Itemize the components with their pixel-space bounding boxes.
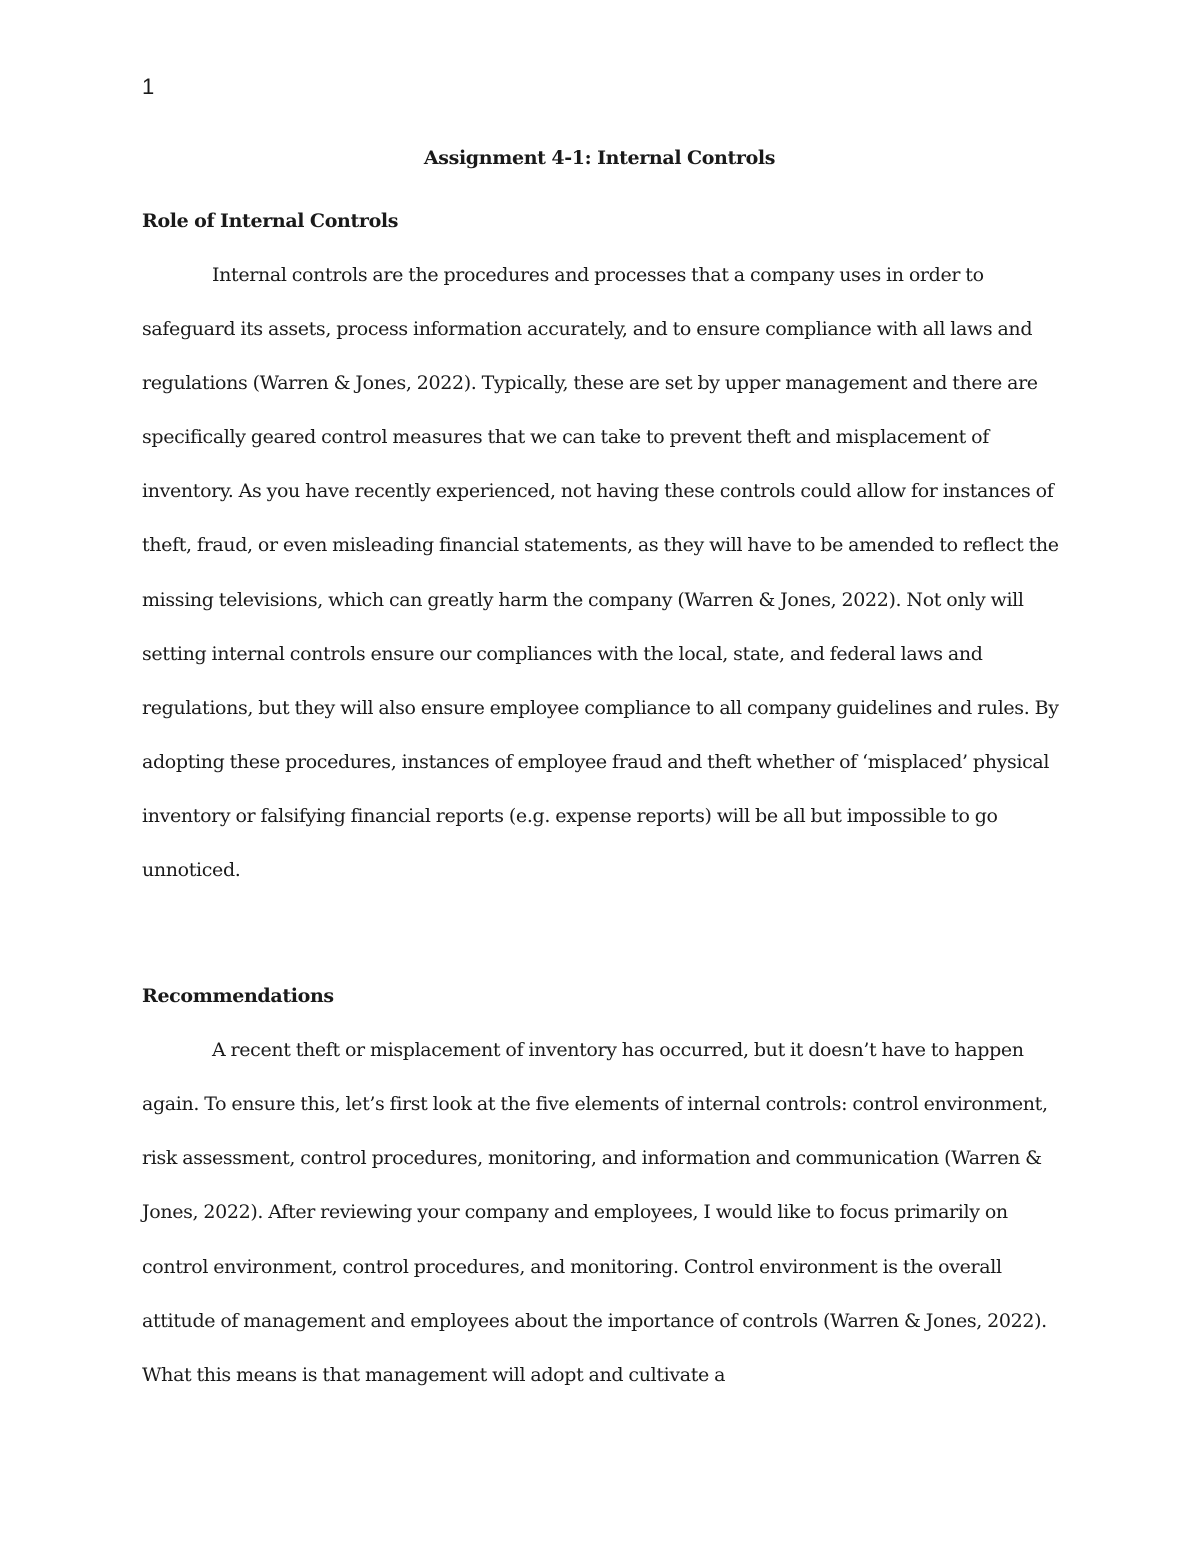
page-number: 1	[142, 74, 155, 99]
section-heading-recommendations: Recommendations	[142, 985, 334, 1008]
document-title: Assignment 4-1: Internal Controls	[423, 147, 776, 169]
section-paragraph-role: Internal controls are the procedures and processes that a company uses in order to safeguard its assets, process information accurately, and to ensure compliance with all laws and regulations (Warren & Jones, 2022). Typically, these are set by upper management and there are specifically geared control measures that we can take to prevent theft and misplacement of inventory. As you have recently experienced, not having these controls could allow for instances of theft, fraud, or even misleading financial statements, as they will have to be amended to reflect the missing televisions, which can greatly harm the company (Warren & Jones, 2022). Not only will setting internal controls ensure our compliances with the local, state, and federal laws and regulations, but they will also ensure employee compliance to all company guidelines and rules. By adopting these procedures, instances of employee fraud and theft whether of ‘misplaced’ physical inventory or falsifying financial reports (e.g. expense reports) will be all but impossible to go unnoticed.	[142, 264, 1059, 882]
section-heading-role: Role of Internal Controls	[142, 210, 399, 232]
document-body	[142, 140, 1072, 1402]
section-paragraph-recommendations: A recent theft or misplacement of inventory has occurred, but it doesn’t have to happen again. To ensure this, let’s first look at the five elements of internal controls: control environment, risk assessment, control procedures, monitoring, and information and communication (Warren & Jones, 2022). After reviewing your company and employees, I would like to focus primarily on control environment, control procedures, and monitoring. Control environment is the overall attitude of management and employees about the importance of controls (Warren & Jones, 2022). What this means is that management will adopt and cultivate a	[142, 1039, 1048, 1386]
